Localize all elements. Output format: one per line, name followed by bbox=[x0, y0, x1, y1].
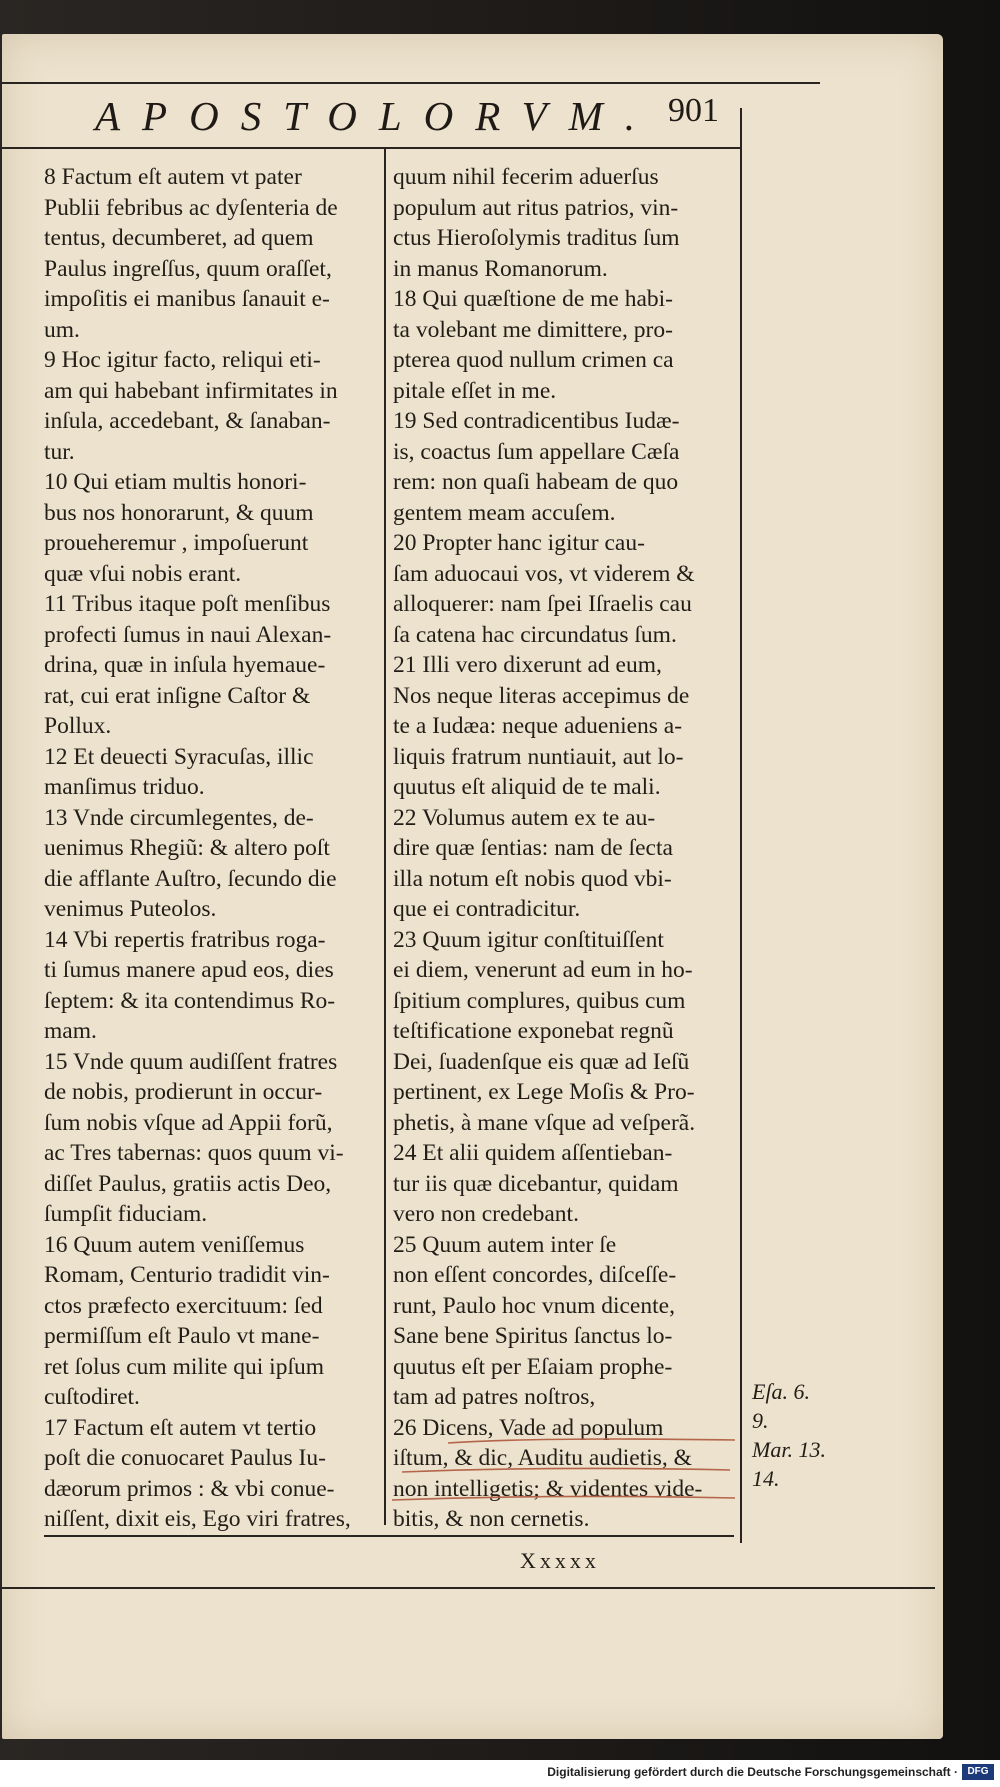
text-line: 12 Et deuecti Syracuſas, illic bbox=[44, 743, 314, 770]
text-line: ei diem, venerunt ad eum in ho- bbox=[393, 957, 693, 983]
text-line: Paulus ingreſſus, quum oraſſet, bbox=[44, 255, 332, 282]
margin-note: Eſa. 6. bbox=[752, 1379, 811, 1404]
footer-rule bbox=[44, 1535, 734, 1537]
text-line: non eſſent concordes, diſceſſe- bbox=[393, 1262, 677, 1288]
text-line: venimus Puteolos. bbox=[44, 896, 217, 922]
page-number: 901 bbox=[668, 92, 719, 129]
left-text-column bbox=[44, 162, 379, 1535]
text-line: ſumpſit fiduciam. bbox=[44, 1201, 208, 1227]
text-line: 16 Quum autem veniſſemus bbox=[44, 1231, 305, 1258]
text-line: inſula, accedebant, & ſanaban- bbox=[44, 408, 331, 434]
text-line: poſt die conuocaret Paulus Iu- bbox=[44, 1445, 326, 1471]
text-line: ſpitium complures, quibus cum bbox=[393, 987, 686, 1014]
text-line: proueheremur , impoſuerunt bbox=[44, 530, 309, 556]
text-line: Nos neque literas accepimus de bbox=[393, 682, 690, 709]
text-line: quum nihil fecerim aduerſus bbox=[393, 164, 659, 190]
text-line: die afflante Auſtro, ſecundo die bbox=[44, 865, 337, 892]
text-line: liquis fratrum nuntiauit, aut lo- bbox=[393, 743, 684, 770]
text-line: quutus eſt aliquid de te mali. bbox=[393, 774, 661, 800]
text-line: pitale eſſet in me. bbox=[393, 377, 557, 404]
column-divider bbox=[384, 148, 386, 1525]
margin-note: Mar. 13. bbox=[752, 1437, 826, 1462]
text-line: um. bbox=[44, 316, 80, 343]
text-line: tentus, decumberet, ad quem bbox=[44, 225, 314, 251]
text-line: impoſitis ei manibus ſanauit e- bbox=[44, 286, 330, 312]
right-text-column bbox=[393, 162, 728, 1535]
text-line: permiſſum eſt Paulo vt mane- bbox=[44, 1323, 320, 1349]
text-line: Publii febribus ac dyſenteria de bbox=[44, 194, 338, 221]
text-line: que ei contradicitur. bbox=[393, 896, 581, 922]
text-line: 21 Illi vero dixerunt ad eum, bbox=[393, 652, 662, 678]
text-line: ctus Hieroſolymis traditus ſum bbox=[393, 225, 680, 251]
text-line: de nobis, prodierunt in occur- bbox=[44, 1079, 323, 1105]
text-line: ta volebant me dimittere, pro- bbox=[393, 316, 673, 343]
text-line: mam. bbox=[44, 1018, 97, 1044]
text-line: bitis, & non cernetis. bbox=[393, 1506, 590, 1532]
text-line: drina, quæ in inſula hyemaue- bbox=[44, 652, 326, 678]
bottom-rule bbox=[0, 1587, 935, 1589]
text-line: cuſtodiret. bbox=[44, 1384, 140, 1410]
text-line: rem: non quaſi habeam de quo bbox=[393, 469, 679, 495]
text-line: quæ vſui nobis erant. bbox=[44, 560, 242, 587]
text-line: 19 Sed contradicentibus Iudæ- bbox=[393, 408, 680, 434]
text-line: ac Tres tabernas: quos quum vi- bbox=[44, 1140, 344, 1166]
text-line: rat, cui erat inſigne Caſtor & bbox=[44, 682, 311, 709]
text-line: 13 Vnde circumlegentes, de- bbox=[44, 804, 314, 831]
text-line: gentem meam accuſem. bbox=[393, 499, 616, 526]
text-line: 24 Et alii quidem aſſentieban- bbox=[393, 1140, 673, 1166]
text-line: ret ſolus cum milite qui ipſum bbox=[44, 1353, 325, 1380]
margin-references bbox=[752, 1377, 826, 1493]
running-head: APOSTOLORVM. bbox=[95, 93, 658, 139]
text-line: am qui habebant infirmitates in bbox=[44, 377, 338, 404]
text-line: Pollux. bbox=[44, 713, 112, 739]
text-line: runt, Paulo hoc vnum dicente, bbox=[393, 1292, 675, 1319]
text-line: vero non credebant. bbox=[393, 1201, 579, 1227]
text-line: 18 Qui quæſtione de me habi- bbox=[393, 286, 673, 312]
text-line: in manus Romanorum. bbox=[393, 255, 608, 282]
footer-credit: Digitalisierung gefördert durch die Deutsche Forschungsgemeinschaft · bbox=[547, 1765, 958, 1779]
text-line: pertinent, ex Lege Moſis & Pro- bbox=[393, 1079, 695, 1105]
text-line: alloquerer: nam ſpei Iſraelis cau bbox=[393, 591, 692, 617]
margin-note: 14. bbox=[752, 1466, 780, 1491]
header-rule-top bbox=[0, 82, 820, 84]
text-line: ſam aduocaui vos, vt viderem & bbox=[393, 560, 695, 587]
text-line: tam ad patres noſtros, bbox=[393, 1384, 596, 1410]
text-line: uenimus Rhegiũ: & altero poſt bbox=[44, 835, 330, 861]
text-line: niſſent, dixit eis, Ego viri fratres, bbox=[44, 1506, 351, 1532]
text-line: diſſet Paulus, gratiis actis Deo, bbox=[44, 1170, 332, 1197]
text-line: dire quæ ſentias: nam de ſecta bbox=[393, 835, 673, 861]
text-line: profecti ſumus in naui Alexan- bbox=[44, 621, 332, 648]
dfg-logo: DFG bbox=[962, 1764, 994, 1780]
text-line: is, coactus ſum appellare Cæſa bbox=[393, 438, 680, 465]
text-line: iſtum, & dic, Auditu audietis, & bbox=[393, 1445, 692, 1471]
text-line: quutus eſt per Eſaiam prophe- bbox=[393, 1353, 673, 1380]
text-line: bus nos honorarunt, & quum bbox=[44, 499, 314, 526]
text-line: Dei, ſuadenſque eis quæ ad Ieſũ bbox=[393, 1048, 690, 1075]
text-line: 22 Volumus autem ex te au- bbox=[393, 804, 656, 831]
text-line: 20 Propter hanc igitur cau- bbox=[393, 530, 645, 556]
text-line: te a Iudæa: neque adueniens a- bbox=[393, 713, 683, 739]
text-line: illa notum eſt nobis quod vbi- bbox=[393, 865, 672, 892]
text-line: 10 Qui etiam multis honori- bbox=[44, 469, 307, 495]
text-line: 15 Vnde quum audiſſent fratres bbox=[44, 1048, 338, 1075]
text-line: ti ſumus manere apud eos, dies bbox=[44, 957, 334, 983]
text-line: non intelligetis; & videntes vide- bbox=[393, 1475, 703, 1502]
pencil-underlines bbox=[390, 1410, 740, 1520]
header-rule-bottom bbox=[0, 147, 740, 149]
text-line: manſimus triduo. bbox=[44, 774, 205, 800]
text-line: tur iis quæ dicebantur, quidam bbox=[393, 1170, 679, 1197]
text-line: teſtificatione exponebat regnũ bbox=[393, 1018, 674, 1044]
text-line: 11 Tribus itaque poſt menſibus bbox=[44, 591, 331, 617]
text-line: 14 Vbi repertis fratribus roga- bbox=[44, 926, 326, 953]
text-line: ctos præfecto exercituum: ſed bbox=[44, 1292, 323, 1319]
text-line: 23 Quum igitur conſtituiſſent bbox=[393, 926, 664, 953]
margin-divider bbox=[740, 108, 742, 1543]
text-line: 9 Hoc igitur facto, reliqui eti- bbox=[44, 347, 321, 373]
text-line: 25 Quum autem inter ſe bbox=[393, 1231, 617, 1258]
text-line: 17 Factum eſt autem vt tertio bbox=[44, 1414, 317, 1441]
text-line: ſa catena hac circundatus ſum. bbox=[393, 621, 677, 648]
text-line: dæorum primos : & vbi conue- bbox=[44, 1475, 335, 1502]
text-line: Romam, Centurio tradidit vin- bbox=[44, 1262, 330, 1288]
text-line: pterea quod nullum crimen ca bbox=[393, 347, 674, 373]
text-line: Sane bene Spiritus ſanctus lo- bbox=[393, 1323, 673, 1349]
text-line: ſeptem: & ita contendimus Ro- bbox=[44, 987, 336, 1014]
catchword: Xxxxx bbox=[520, 1548, 600, 1573]
text-line: 8 Factum eſt autem vt pater bbox=[44, 164, 302, 190]
text-line: tur. bbox=[44, 438, 75, 465]
text-line: 26 Dicens, Vade ad populum bbox=[393, 1414, 664, 1441]
text-line: populum aut ritus patrios, vin- bbox=[393, 194, 679, 221]
text-line: phetis, à mane vſque ad veſperã. bbox=[393, 1109, 696, 1136]
margin-note: 9. bbox=[752, 1408, 769, 1433]
text-line: ſum nobis vſque ad Appii forũ, bbox=[44, 1109, 333, 1136]
